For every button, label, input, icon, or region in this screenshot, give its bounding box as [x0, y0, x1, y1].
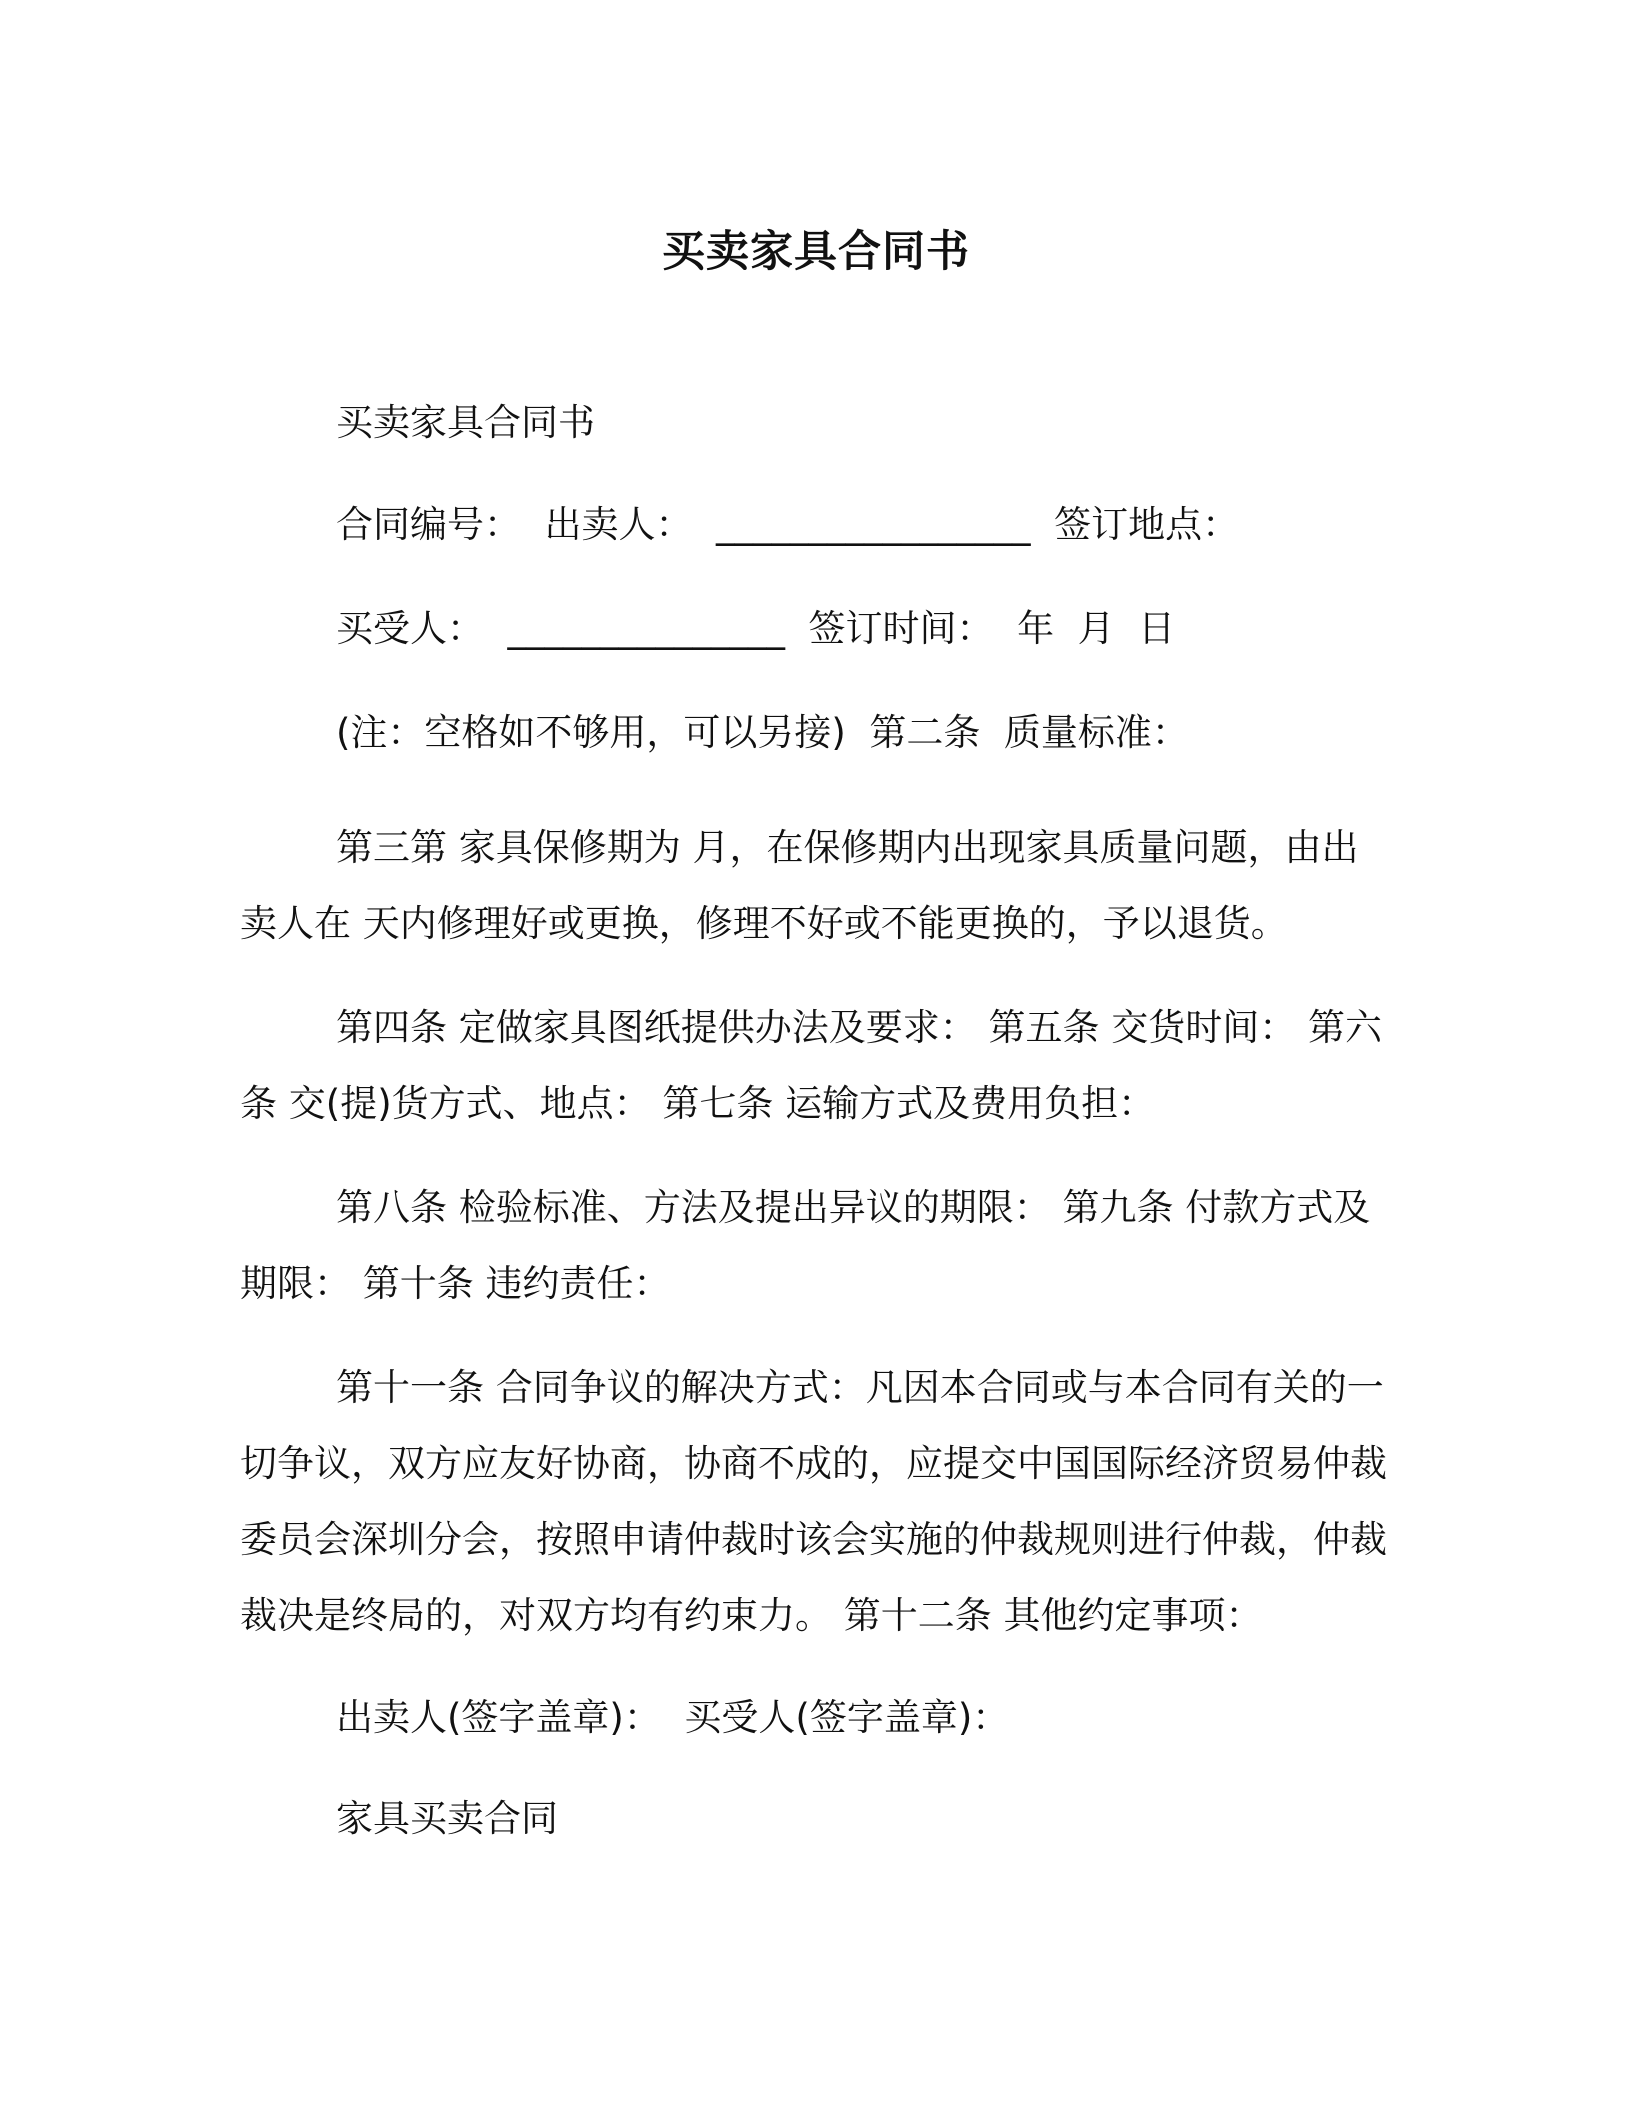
note-line: (注：空格如不够用，可以另接) 第二条 质量标准：	[336, 711, 1189, 754]
footer-line: 家具买卖合同	[336, 1797, 558, 1840]
article-8-paragraph: 第八条 检验标准、方法及提出异议的期限： 第九条 付款方式及期限： 第十条 违约责任：	[240, 1186, 1371, 1305]
buyer-line: 买受人： _______________ 签订时间： 年 月 日	[336, 607, 1176, 650]
article-4-paragraph: 第四条 定做家具图纸提供办法及要求： 第五条 交货时间： 第六条 交(提)货方式、地点： 第七条 运输方式及费用负担：	[240, 1006, 1383, 1125]
document-subtitle: 买卖家具合同书	[336, 401, 595, 444]
article-3-paragraph: 第三第 家具保修期为 月，在保修期内出现家具质量问题，由出卖人在 天内修理好或更换，修理不好或不能更换的，予以退货。	[240, 826, 1359, 945]
seller-line: 合同编号： 出卖人： _________________ 签订地点：	[336, 503, 1240, 546]
document-title: 买卖家具合同书	[662, 227, 970, 277]
signatures-line: 出卖人(签字盖章)： 买受人(签字盖章)：	[336, 1696, 1010, 1739]
article-11-paragraph: 第十一条 合同争议的解决方式：凡因本合同或与本合同有关的一切争议，双方应友好协商，协商不成的，应提交中国国际经济贸易仲裁委员会深圳分会，按照申请仲裁时该会实施的仲裁规则进行仲裁，仲裁裁决是终局的，对双方均有约束力。 第十二条 其他约定事项：	[240, 1366, 1387, 1637]
